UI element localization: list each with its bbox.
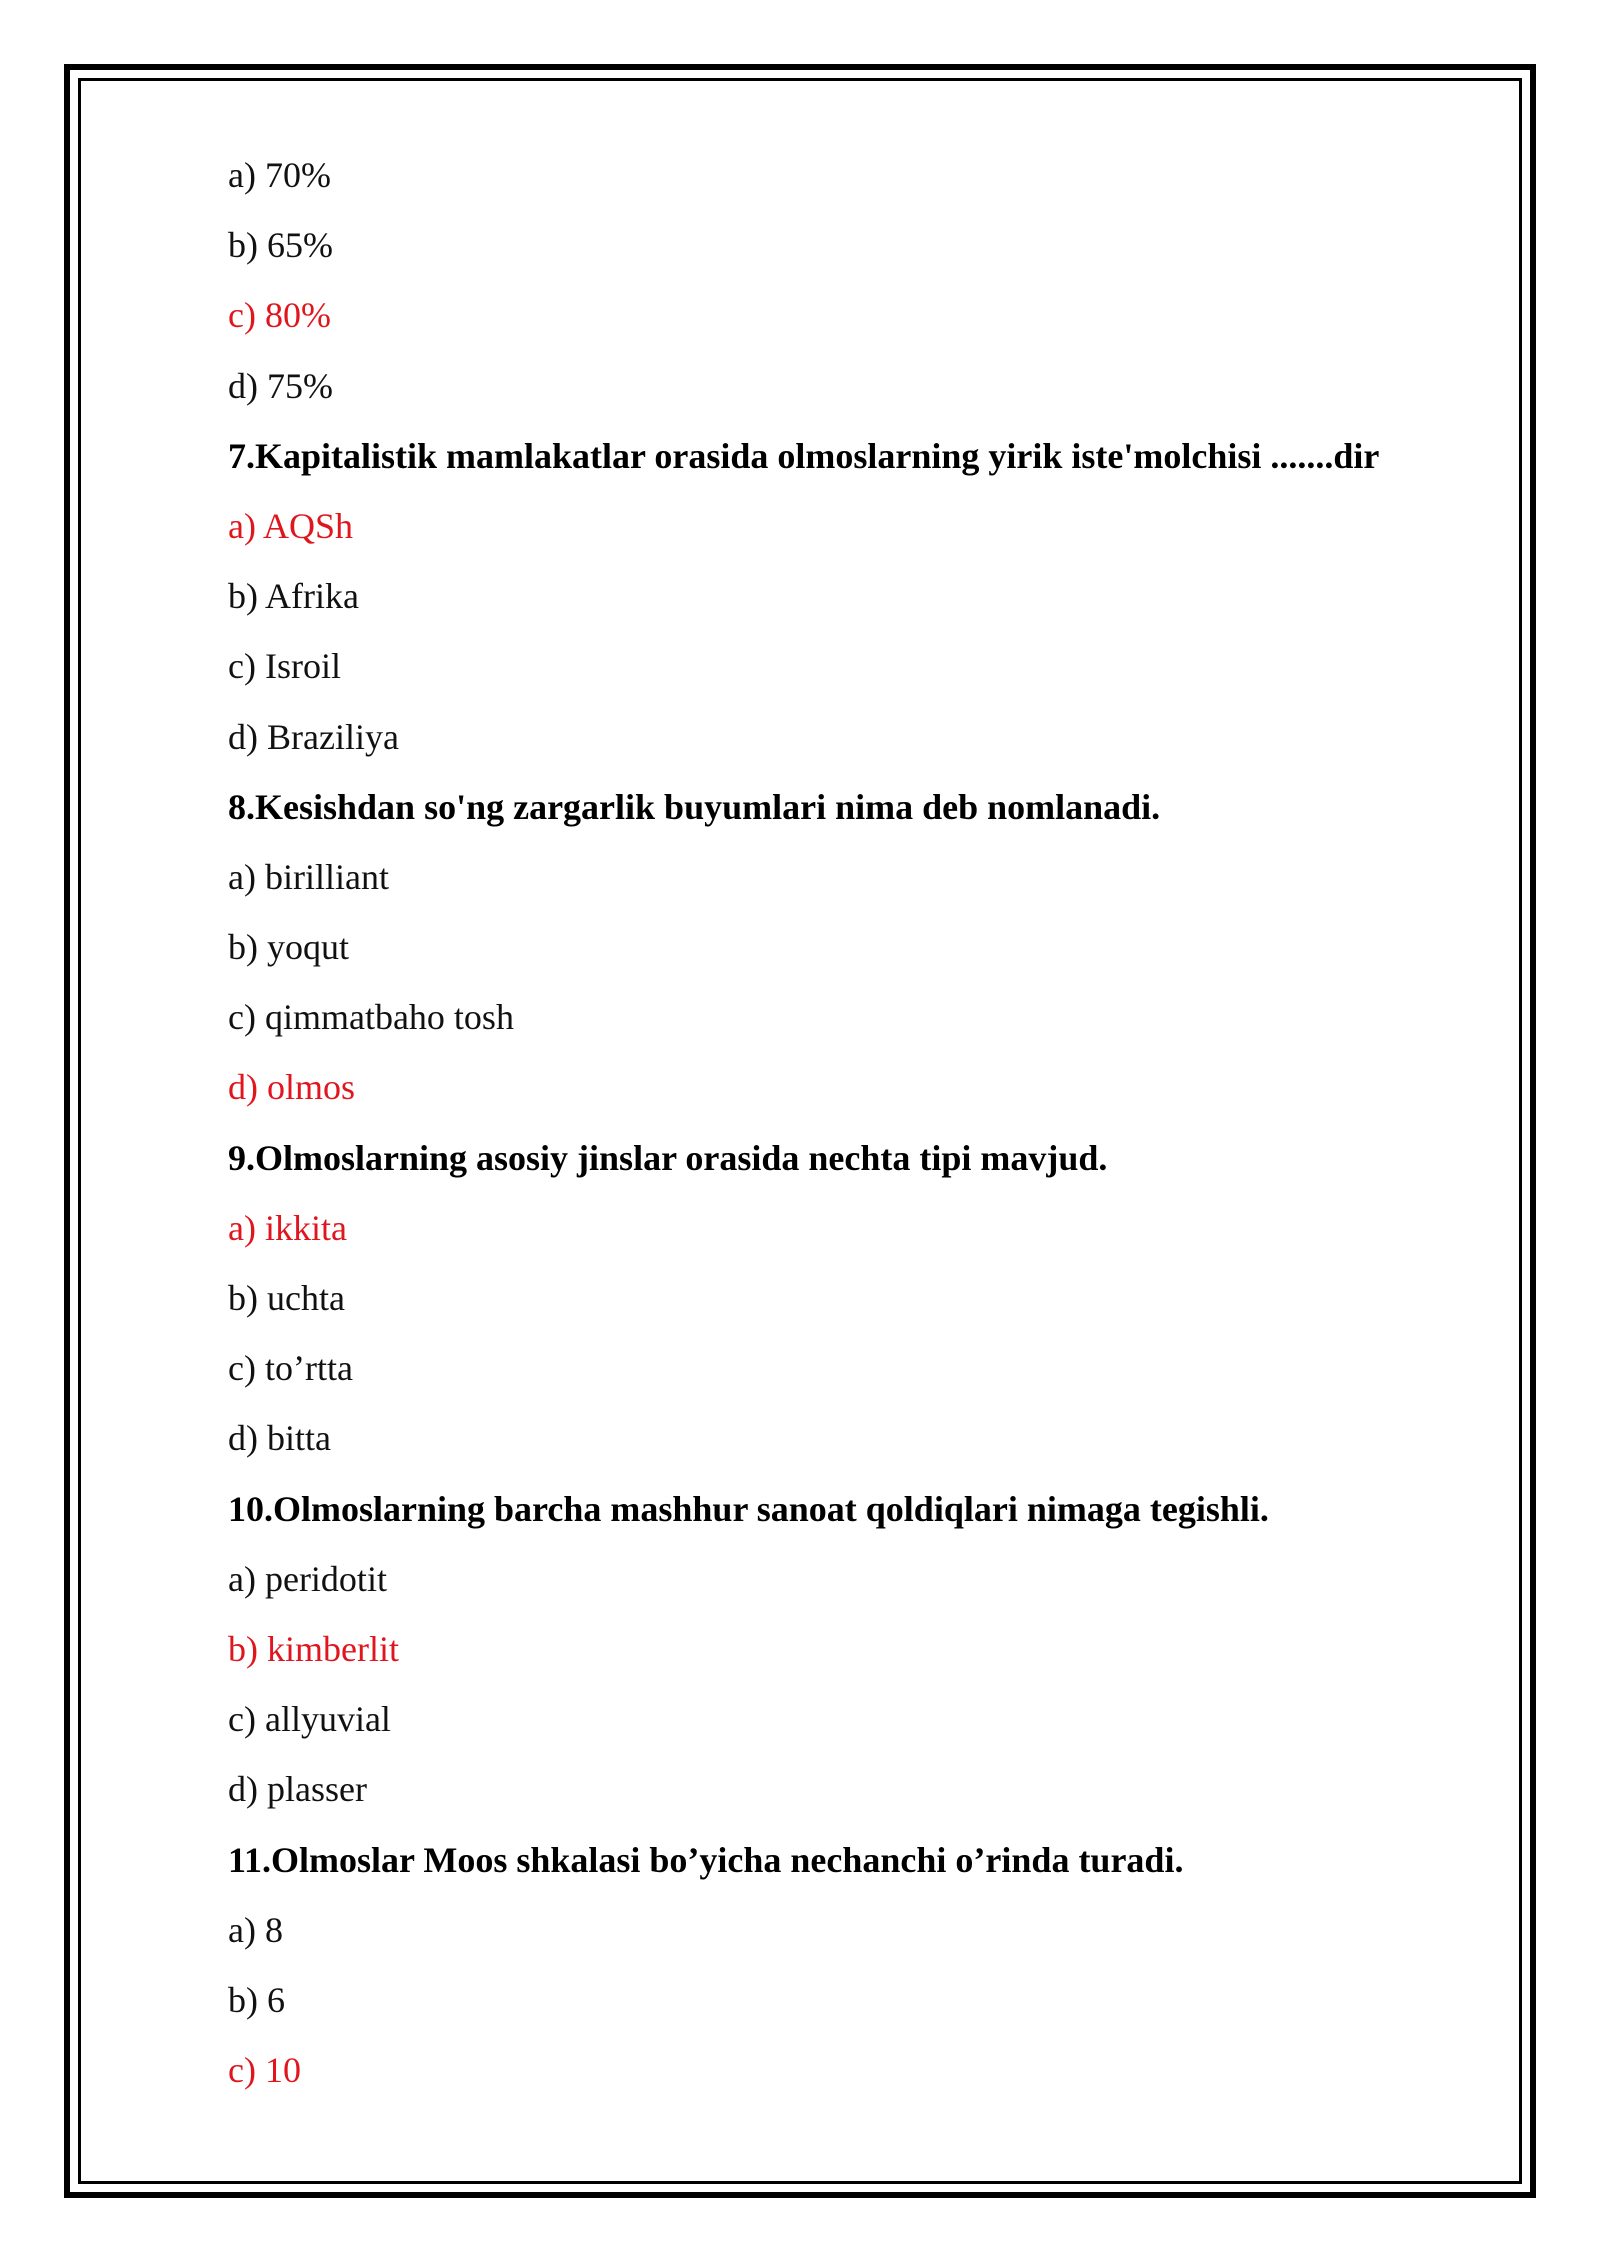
correct-answer-option: c) 10: [228, 2050, 301, 2091]
answer-option: d) 75%: [228, 365, 333, 406]
answer-option: d) Braziliya: [228, 716, 399, 757]
answer-option: c) qimmatbaho tosh: [228, 997, 514, 1038]
answer-option: a) 70%: [228, 155, 331, 195]
correct-answer-option: a) ikkita: [228, 1207, 347, 1248]
answer-option: a) peridotit: [228, 1558, 387, 1599]
answer-option: d) bitta: [228, 1418, 331, 1459]
answer-option: b) uchta: [228, 1278, 345, 1318]
answer-option: d) plasser: [228, 1769, 367, 1810]
question-text: 9.Olmoslarning asosiy jinslar orasida nechta tipi mavjud.: [228, 1137, 1108, 1178]
question-text: 10.Olmoslarning barcha mashhur sanoat qoldiqlari nimaga tegishli.: [228, 1488, 1269, 1529]
correct-answer-option: c) 80%: [228, 295, 331, 336]
question-text: 11.Olmoslar Moos shkalasi bo’yicha nechanchi o’rinda turadi.: [228, 1839, 1184, 1880]
answer-option: c) to’rtta: [228, 1348, 353, 1389]
answer-option: b) Afrika: [228, 576, 359, 617]
answer-option: b) 6: [228, 1979, 285, 2020]
correct-answer-option: b) kimberlit: [228, 1628, 399, 1669]
correct-answer-option: d) olmos: [228, 1067, 356, 1108]
answer-option: c) Isroil: [228, 646, 341, 687]
quiz-content: [228, 148, 1488, 2113]
answer-option: a) 8: [228, 1909, 283, 1950]
question-text: 8.Kesishdan so'ng zargarlik buyumlari nima deb nomlanadi.: [228, 786, 1161, 827]
answer-option: b) yoqut: [228, 927, 349, 968]
correct-answer-option: a) AQSh: [228, 505, 353, 546]
answer-option: a) birilliant: [228, 856, 389, 897]
question-text: 7.Kapitalistik mamlakatlar orasida olmoslarning yirik iste'molchisi .......dir: [228, 435, 1380, 476]
answer-option: b) 65%: [228, 225, 333, 266]
answer-option: c) allyuvial: [228, 1699, 391, 1740]
